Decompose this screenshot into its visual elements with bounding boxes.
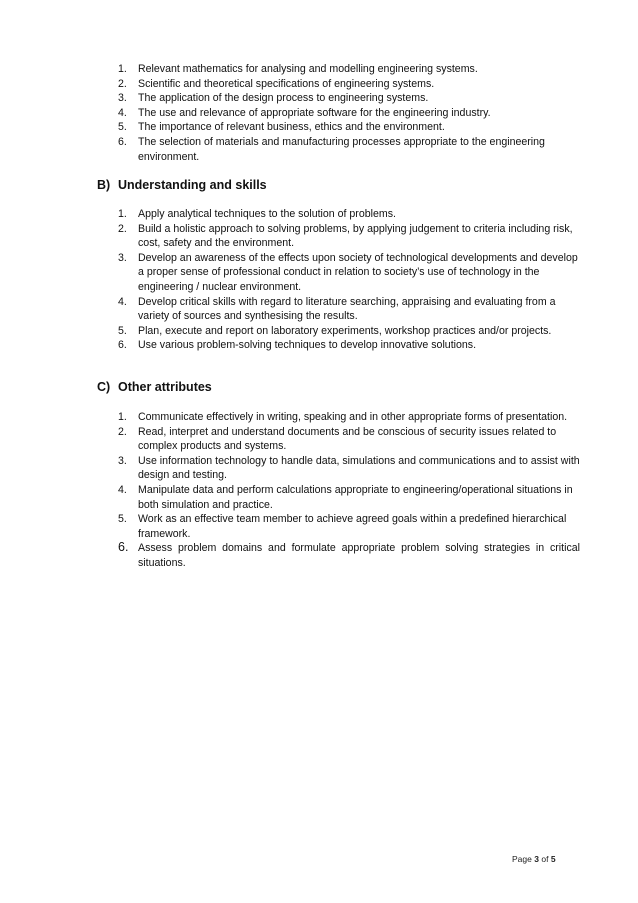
list-item-text: Assess problem domains and formulate appropriate problem solving strategies in critical situations. <box>138 542 580 569</box>
list-item-number: 5. <box>118 324 127 337</box>
list-item <box>118 338 580 353</box>
list-item-text: Develop critical skills with regard to literature searching, appraising and evaluating from a variety of sources and synthesising the results. <box>138 295 556 323</box>
list-item <box>118 324 580 339</box>
list-item-text: Use various problem-solving techniques to develop innovative solutions. <box>138 339 477 352</box>
page-footer <box>512 854 556 864</box>
list-item-number: 3. <box>118 454 127 467</box>
list-item <box>118 91 580 106</box>
list-item-number: 1. <box>118 63 127 75</box>
list-item <box>118 251 580 295</box>
list-item <box>118 207 580 222</box>
list-item <box>118 483 580 512</box>
footer-total-pages: 5 <box>550 854 556 864</box>
list-item-text: Read, interpret and understand documents and be conscious of security issues related to complex products and systems. <box>138 425 557 453</box>
list-item-text: The application of the design process to engineering systems. <box>138 92 429 105</box>
list-item-text: Develop an awareness of the effects upon society of technological developments and develop a proper sense of professional conduct in relation to society’s use of technology in the engineering / nuclear environment. <box>138 251 578 293</box>
section-c-list <box>118 410 580 571</box>
list-item-number: 1. <box>118 411 127 423</box>
list-item <box>118 106 580 121</box>
section-c-heading <box>97 379 212 395</box>
section-b-letter: B) <box>97 178 111 192</box>
list-item-text: Scientific and theoretical specifications of engineering systems. <box>138 77 435 90</box>
list-item <box>118 425 580 454</box>
list-item-number: 1. <box>118 208 127 220</box>
list-item <box>118 222 580 251</box>
list-item-number: 4. <box>118 295 127 308</box>
list-item <box>118 454 580 483</box>
section-c-letter: C) <box>97 380 111 394</box>
list-item-number: 6. <box>118 135 127 148</box>
section-b-title: Understanding and skills <box>118 178 267 192</box>
list-item-number: 4. <box>118 106 127 119</box>
list-item-number: 2. <box>118 77 127 90</box>
list-item <box>118 410 580 425</box>
list-item-number: 5. <box>118 513 127 526</box>
list-item-text: Build a holistic approach to solving problems, by applying judgement to criteria including risk, cost, safety and the environment. <box>138 222 573 250</box>
list-item-number: 2. <box>118 425 127 438</box>
list-item-text: The use and relevance of appropriate software for the engineering industry. <box>138 106 491 119</box>
list-item-text: Communicate effectively in writing, speaking and in other appropriate forms of presentation. <box>138 411 568 423</box>
list-item-text: Use information technology to handle data, simulations and communications and to assist with design and testing. <box>138 454 580 482</box>
footer-current-page: 3 <box>534 854 539 864</box>
list-item-number: 6. <box>118 339 127 352</box>
list-item-number: 3. <box>118 251 127 264</box>
list-item-number: 3. <box>118 92 127 105</box>
list-item-number: 6. <box>118 540 129 555</box>
list-item <box>118 295 580 324</box>
list-item-text: Manipulate data and perform calculations appropriate to engineering/operational situations in both simulation and practice. <box>138 483 573 511</box>
list-item-number: 2. <box>118 222 127 235</box>
list-item <box>118 120 580 135</box>
list-item-text: The selection of materials and manufacturing processes appropriate to the engineering environment. <box>138 135 545 163</box>
list-item-text: Apply analytical techniques to the solution of problems. <box>138 208 396 220</box>
list-a <box>118 62 580 164</box>
section-b-heading <box>97 177 267 193</box>
section-c-title: Other attributes <box>118 380 212 394</box>
footer-of-word: of <box>541 854 549 864</box>
list-item-text: Plan, execute and report on laboratory experiments, workshop practices and/or projects. <box>138 324 552 337</box>
list-item-text: Work as an effective team member to achieve agreed goals within a predefined hierarchical framework. <box>138 513 567 540</box>
footer-page-word: Page <box>512 854 532 864</box>
list-item <box>118 135 580 164</box>
list-item <box>118 512 580 541</box>
list-item-number: 4. <box>118 483 127 496</box>
list-item <box>118 62 580 77</box>
list-item <box>118 541 580 570</box>
list-item-text: The importance of relevant business, ethics and the environment. <box>138 121 445 134</box>
list-item <box>118 77 580 92</box>
section-b-list <box>118 207 580 353</box>
list-item-number: 5. <box>118 121 127 134</box>
list-item-text: Relevant mathematics for analysing and modelling engineering systems. <box>138 63 478 75</box>
